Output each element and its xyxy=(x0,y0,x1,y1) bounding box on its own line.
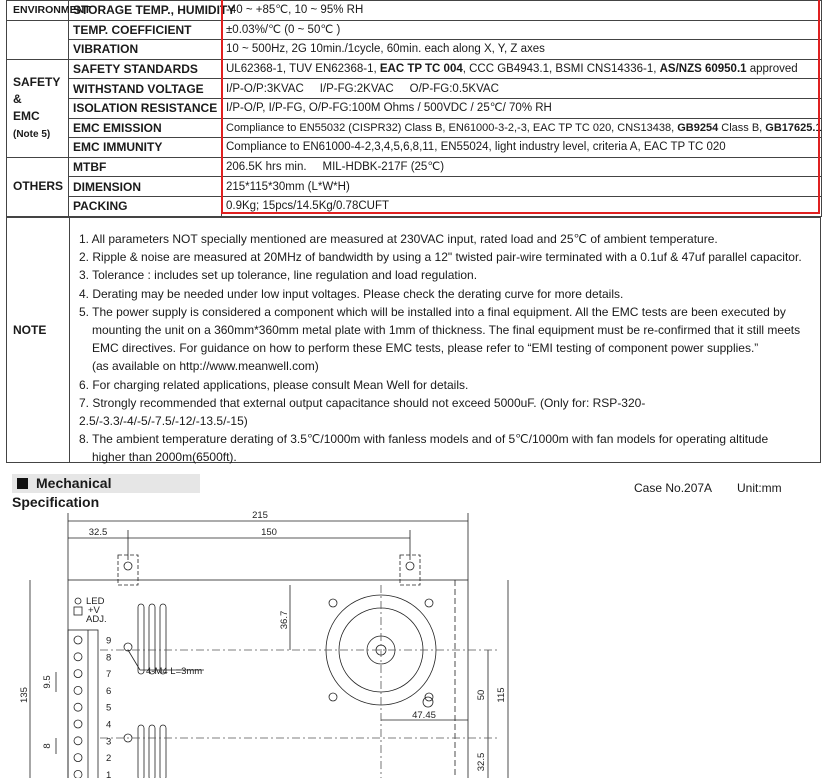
item-label: STORAGE TEMP., HUMIDITY xyxy=(69,1,222,21)
group-safety-note: (Note 5) xyxy=(13,128,51,140)
dim-215: 215 xyxy=(252,510,268,521)
terminal-number: 9 xyxy=(106,635,112,647)
item-value: Compliance to EN61000-4-2,3,4,5,6,8,11, EN55024, light industry level, criteria A, EAC TP TC 020 xyxy=(222,138,822,158)
terminal-screw-icon xyxy=(74,703,82,711)
item-value: UL62368-1, TUV EN62368-1, EAC TP TC 004, CCC GB4943.1, BSMI CNS14336-1, AS/NZS 60950.1 approved xyxy=(222,59,822,79)
note-item: 6. For charging related applications, please consult Mean Well for details. xyxy=(79,377,469,392)
item-value: 206.5K hrs min. MIL-HDBK-217F (25℃) xyxy=(222,157,822,177)
screw-label: 4-M4 L=3mm xyxy=(146,666,203,677)
item-value: Compliance to EN55032 (CISPR32) Class B, EN61000-3-2,-3, EAC TP TC 020, CNS13438, GB9254 Class B, GB17625.1 xyxy=(222,118,822,138)
note-divider xyxy=(69,218,70,462)
dim-32-5b: 32.5 xyxy=(476,752,487,772)
item-value: 215*115*30mm (L*W*H) xyxy=(222,177,822,197)
item-label: WITHSTAND VOLTAGE xyxy=(69,79,222,99)
led-label: LED xyxy=(86,596,105,607)
terminal-number: 3 xyxy=(106,736,112,748)
note-item: 3. Tolerance : includes set up tolerance, line regulation and load regulation. xyxy=(79,268,478,283)
table-row xyxy=(7,118,822,138)
note-item: 4. Derating may be needed under low input voltages. Please check the derating curve for more details. xyxy=(79,286,624,301)
square-bullet-icon xyxy=(17,478,28,489)
terminal-screw-icon xyxy=(74,737,82,745)
item-value: 10 ~ 500Hz, 2G 10min./1cycle, 60min. each along X, Y, Z axes xyxy=(222,40,822,60)
table-row xyxy=(7,138,822,158)
item-label: VIBRATION xyxy=(69,40,222,60)
terminal-number: 4 xyxy=(106,719,112,731)
table-row xyxy=(7,79,822,99)
note-item: 8. The ambient temperature derating of 3.5℃/1000m with fanless models and of 5℃/1000m with fan models for operating altitude xyxy=(79,432,769,447)
group-environment-cont xyxy=(7,20,69,59)
terminal-screw-icon xyxy=(74,720,82,728)
dim-115: 115 xyxy=(496,687,507,703)
table-row xyxy=(7,196,822,216)
dim-36-7: 36.7 xyxy=(279,610,290,630)
dim-9-5: 9.5 xyxy=(42,675,53,689)
item-label: ISOLATION RESISTANCE xyxy=(69,98,222,118)
terminal-screw-icon xyxy=(74,636,82,644)
item-value: 0.9Kg; 15pcs/14.5Kg/0.78CUFT xyxy=(222,196,822,216)
item-label: PACKING xyxy=(69,196,222,216)
case-outline xyxy=(68,580,468,778)
table-row xyxy=(7,157,822,177)
group-others: OTHERS xyxy=(7,157,69,216)
item-value: ±0.03%/℃ (0 ~ 50℃ ) xyxy=(222,20,822,40)
led-icon xyxy=(75,598,81,604)
terminal-number: 6 xyxy=(106,685,112,697)
spec-table xyxy=(6,0,822,217)
plus-v-label: +V xyxy=(88,605,100,616)
item-label: MTBF xyxy=(69,157,222,177)
item-label: TEMP. COEFFICIENT xyxy=(69,20,222,40)
note-item-cont: (as available on http://www.meanwell.com) xyxy=(92,359,319,374)
group-environment: ENVIRONMENT xyxy=(7,1,69,21)
terminal-block xyxy=(68,630,98,778)
note-label: NOTE xyxy=(13,323,47,337)
section-heading-text: Mechanical Specification xyxy=(12,475,112,510)
terminal-number: 7 xyxy=(106,669,112,681)
terminal-screw-icon xyxy=(74,770,82,778)
item-value: -40 ~ +85℃, 10 ~ 95% RH xyxy=(222,1,822,21)
terminal-screw-icon xyxy=(74,754,82,762)
mechanical-drawing xyxy=(0,500,830,778)
group-safety xyxy=(7,59,69,157)
terminal-number: 1 xyxy=(106,769,112,778)
note-section xyxy=(6,217,821,463)
adj-pot-icon xyxy=(74,607,82,615)
dim-135: 135 xyxy=(19,687,30,703)
note-item: 5. The power supply is considered a component which will be installed into a final equipment. All the EMC tests are been executed by xyxy=(79,304,786,319)
group-safety-line2: EMC xyxy=(13,108,40,123)
adj-label: ADJ. xyxy=(86,614,107,625)
terminal-number: 8 xyxy=(106,652,112,664)
terminal-labels xyxy=(74,636,111,778)
terminal-screw-icon xyxy=(74,686,82,694)
note-item-cont: mounting the unit on a 360mm*360mm metal plate with 1mm of thickness. The final equipment must be re-confirmed that it still meets xyxy=(92,323,801,338)
terminal-screw-icon xyxy=(74,670,82,678)
table-row xyxy=(7,98,822,118)
dim-47-45: 47.45 xyxy=(412,710,436,721)
note-item: 2. Ripple & noise are measured at 20MHz of bandwidth by using a 12" twisted pair-wire terminated with a 0.1uf & 47uf parallel capacitor. xyxy=(79,250,802,265)
item-label: EMC EMISSION xyxy=(69,118,222,138)
dim-32-5: 32.5 xyxy=(88,527,108,538)
note-item-cont: higher than 2000m(6500ft). xyxy=(92,450,237,465)
terminal-number: 5 xyxy=(106,702,112,714)
table-row xyxy=(7,1,822,21)
note-list xyxy=(79,230,814,467)
item-label: DIMENSION xyxy=(69,177,222,197)
item-label: EMC IMMUNITY xyxy=(69,138,222,158)
item-label: SAFETY STANDARDS xyxy=(69,59,222,79)
table-row xyxy=(7,20,822,40)
dim-50: 50 xyxy=(476,689,487,701)
dim-8: 8 xyxy=(42,743,53,749)
group-safety-line1: SAFETY & xyxy=(13,74,61,106)
table-row xyxy=(7,40,822,60)
note-item: 7. Strongly recommended that external output capacitance should not exceed 5000uF. (Only for: RSP-320-2.5/-3.3/-4/-5/-7.5/-12/-13.5/-15) xyxy=(79,395,646,429)
terminal-screw-icon xyxy=(74,653,82,661)
terminal-number: 2 xyxy=(106,753,112,765)
note-item: 1. All parameters NOT specially mentioned are measured at 230VAC input, rated load and 25℃ of ambient temperature. xyxy=(79,232,718,246)
item-value: I/P-O/P, I/P-FG, O/P-FG:100M Ohms / 500VDC / 25℃/ 70% RH xyxy=(222,98,822,118)
case-number: Case No.207A xyxy=(634,481,713,495)
dim-150: 150 xyxy=(261,527,277,538)
table-row xyxy=(7,59,822,79)
section-heading xyxy=(12,474,200,510)
unit-label: Unit:mm xyxy=(737,481,782,495)
item-value: I/P-O/P:3KVAC I/P-FG:2KVAC O/P-FG:0.5KVAC xyxy=(222,79,822,99)
note-item-cont: EMC directives. For guidance on how to perform these EMC tests, please refer to “EMI testing of component power supplies.” xyxy=(92,341,759,356)
table-row xyxy=(7,177,822,197)
